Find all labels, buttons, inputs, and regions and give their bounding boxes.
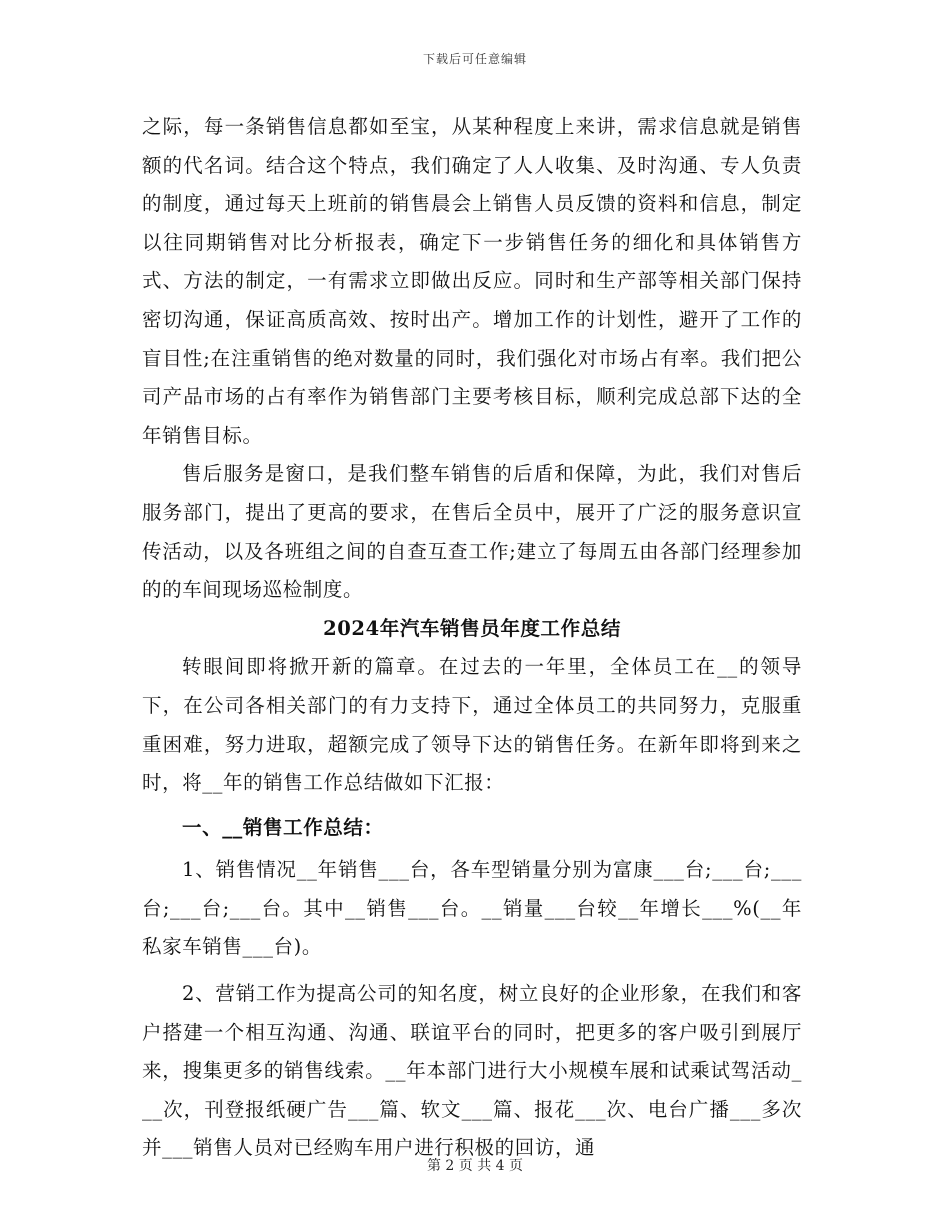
section-heading-sales-summary: 一、__销售工作总结： — [182, 815, 384, 839]
paragraph-marketing: 2、营销工作为提高公司的知名度，树立良好的企业形象，在我们和客户搭建一个相互沟通、沟通、联谊平台的同时，把更多的客户吸引到展厅来，搜集更多的销售线索。__年本部门进行大小规模车展和试乘试驾活动___次，刊登报纸硬广告___篇、软文___篇、报花___次、电台广播___多次并___销售人员对已经购车用户进行积极的回访，通 — [142, 982, 802, 1160]
paragraph-sales-status: 1、销售情况__年销售___台，各车型销量分别为富康___台;___台;___台;___台;___台。其中__销售___台。__销量___台较__年增长___%(__年私家车销售___台)。 — [142, 858, 802, 959]
paragraph-sales-info: 之际，每一条销售信息都如至宝，从某种程度上来讲，需求信息就是销售额的代名词。结合这个特点，我们确定了人人收集、及时沟通、专人负责的制度，通过每天上班前的销售晨会上销售人员反馈的资料和信息，制定以往同期销售对比分析报表，确定下一步销售任务的细化和具体销售方式、方法的制定，一有需求立即做出反应。同时和生产部等相关部门保持密切沟通，保证高质高效、按时出产。增加工作的计划性，避开了工作的盲目性;在注重销售的绝对数量的同时，我们强化对市场占有率。我们把公司产品市场的占有率作为销售部门主要考核目标，顺利完成总部下达的全年销售目标。 — [142, 115, 802, 447]
document-body — [142, 108, 802, 1168]
page-number: 第 2 页 共 4 页 — [426, 1158, 524, 1174]
paragraph-intro: 转眼间即将掀开新的篇章。在过去的一年里，全体员工在__的领导下，在公司各相关部门的有力支持下，通过全体员工的共同努力，克服重重困难，努力进取，超额完成了领导下达的销售任务。在新年即将到来之时，将__年的销售工作总结做如下汇报： — [142, 655, 802, 795]
page-header: 下载后可任意编辑 — [422, 52, 527, 66]
paragraph-after-sales: 售后服务是窗口，是我们整车销售的后盾和保障，为此，我们对售后服务部门，提出了更高的要求，在售后全员中，展开了广泛的服务意识宣传活动，以及各班组之间的自查互查工作;建立了每周五由各部门经理参加的的车间现场巡检制度。 — [142, 462, 802, 602]
document-title: 2024年汽车销售员年度工作总结 — [323, 616, 621, 640]
